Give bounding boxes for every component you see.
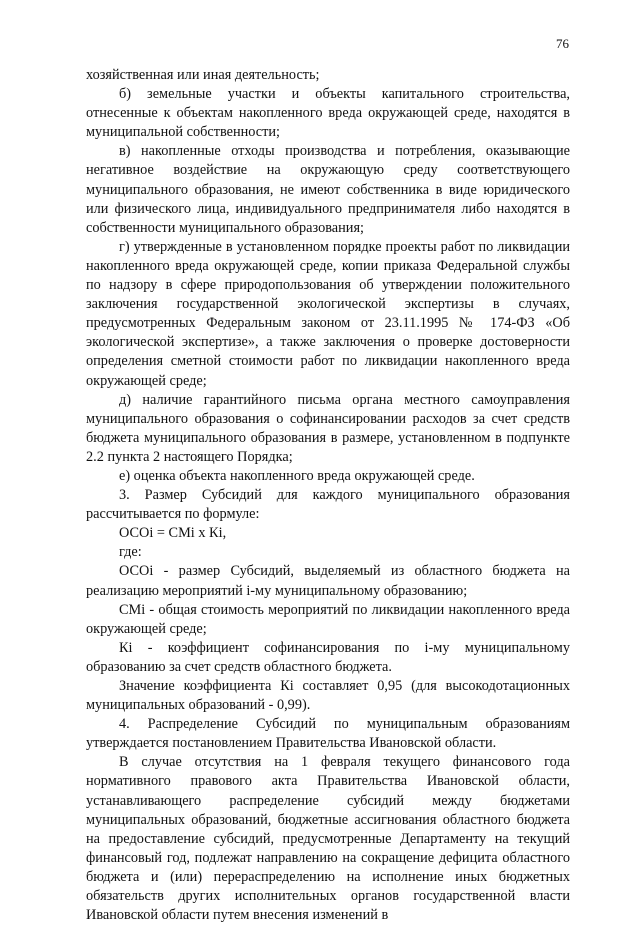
formula: ОСОi = СМi x Кi, xyxy=(119,525,227,542)
formula-where: где: xyxy=(119,544,142,561)
paragraph-item-g: г) утвержденные в установленном порядке проекты работ по ликвидации накопленного вреда окружающей среде, копии приказа Федеральной службы по надзору в сфере природопользования об утверждении положительного заключения государственной экологической экспертизы в случаях, предусмотренных Федеральным законом от 23.11.1995 № 174-ФЗ «Об экологической экспертизе», а также заключения о проверке достоверности определения сметной стоимости работ по ликвидации накопленного вреда окружающей среде; xyxy=(86,238,570,389)
page-number: 76 xyxy=(556,36,569,51)
formula-def-oso: ОСОi - размер Субсидий, выделяемый из областного бюджета на реализацию мероприятий i-му муниципальному образованию; xyxy=(86,563,570,599)
formula-def-k: Кi - коэффициент софинансирования по i-му муниципальному образованию за счет средств областного бюджета. xyxy=(86,639,570,675)
coefficient-value: Значение коэффициента Кi составляет 0,95 (для высокодотационных муниципальных образований - 0,99). xyxy=(86,678,570,714)
paragraph-absence-case: В случае отсутствия на 1 февраля текущего финансового года нормативного правового акта Правительства Ивановской области, устанавливающего распределение субсидий между бюджетами муниципальных образований, бюджетные ассигнования областного бюджета на предоставление субсидий, предусмотренные Департаменту на текущий финансовый год, подлежат направлению на сокращение дефицита областного бюджета и (или) перераспределению на исполнение иных бюджетных обязательств других исполнительных органов государственной власти Ивановской области путем внесения изменений в xyxy=(86,754,570,924)
paragraph-continuation: хозяйственная или иная деятельность; xyxy=(86,67,320,83)
paragraph-item-v: в) накопленные отходы производства и потребления, оказывающие негативное воздействие на окружающую среду соответствующего муниципального образования, не имеют собственника в виде юридического или физического лица, индивидуального предпринимателя либо находятся в собственности муниципального образования; xyxy=(86,143,570,236)
paragraph-item-b: б) земельные участки и объекты капитального строительства, отнесенные к объектам накопленного вреда окружающей среде, находятся в муниципальной собственности; xyxy=(86,86,570,141)
document-body xyxy=(86,66,570,925)
paragraph-item-e: е) оценка объекта накопленного вреда окружающей среде. xyxy=(119,467,475,484)
paragraph-item-d: д) наличие гарантийного письма органа местного самоуправления муниципального образования о софинансировании расходов за счет средств бюджета муниципального образования в размере, установленном в подпункте 2.2 пункта 2 настоящего Порядка; xyxy=(86,391,570,465)
paragraph-section-3: 3. Размер Субсидий для каждого муниципального образования рассчитывается по формуле: xyxy=(86,487,570,523)
formula-def-sm: СМi - общая стоимость мероприятий по ликвидации накопленного вреда окружающей среде; xyxy=(86,601,570,637)
paragraph-section-4: 4. Распределение Субсидий по муниципальным образованиям утверждается постановлением Правительства Ивановской области. xyxy=(86,716,570,752)
